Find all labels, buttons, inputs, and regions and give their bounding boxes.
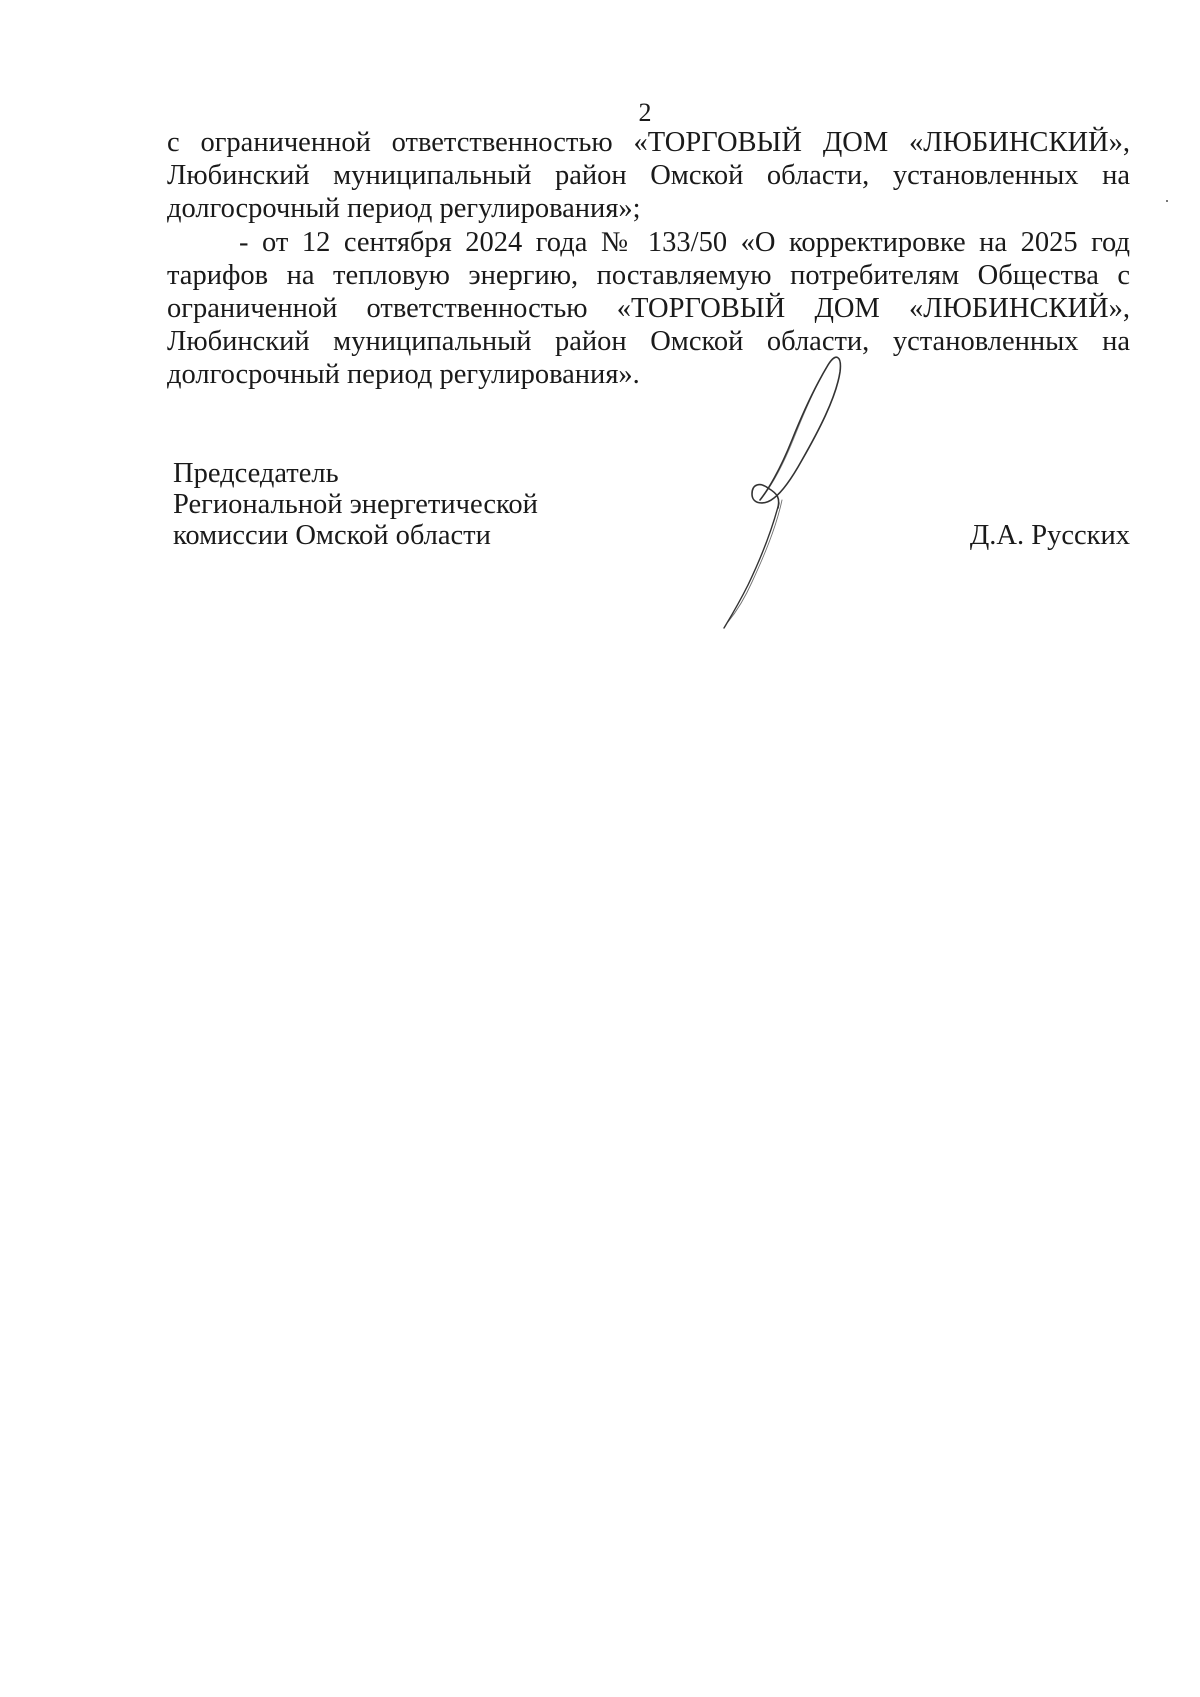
body-text [167, 126, 1130, 392]
paragraph-list-item: - от 12 сентября 2024 года № 133/50 «О корректировке на 2025 год тарифов на тепловую энергию, поставляемую потребителям Общества с ограниченной ответственностью «ТОРГОВЫЙ ДОМ «ЛЮБИНСКИЙ», Любинский муниципальный район Омской области, установленных на долгосрочный период регулирования». [167, 226, 1130, 391]
signatory-title-line: Председатель [173, 458, 339, 489]
signatory-title-line: Региональной энергетической [173, 489, 538, 520]
scan-speck [1166, 200, 1168, 202]
page-number: 2 [638, 98, 652, 127]
signatory-title-line: комиссии Омской области [173, 520, 491, 551]
signatory-title [173, 458, 538, 551]
signatory-name: Д.А. Русских [969, 520, 1130, 551]
paragraph-continuation: с ограниченной ответственностью «ТОРГОВЫЙ ДОМ «ЛЮБИНСКИЙ», Любинский муниципальный район Омской области, установленных на долгосрочный период регулирования»; [167, 127, 1130, 225]
